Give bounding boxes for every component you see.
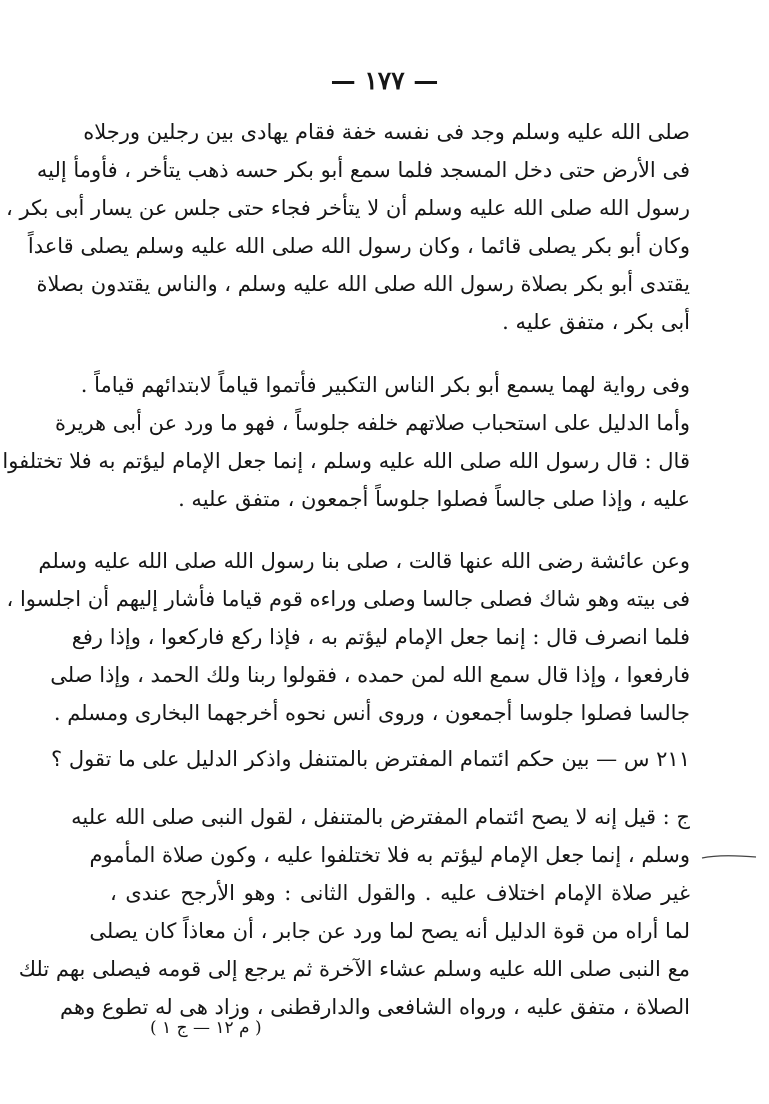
margin-line-mark xyxy=(700,851,758,863)
text-line: يقتدى أبو بكر بصلاة رسول الله صلى الله عليه وسلم ، والناس يقتدون بصلاة xyxy=(36,272,690,296)
text-line: وعن عائشة رضى الله عنها قالت ، صلى بنا رسول الله صلى الله عليه وسلم xyxy=(38,549,690,573)
text-line: صلى الله عليه وسلم وجد فى نفسه خفة فقام يهادى بين رجلين ورجلاه xyxy=(83,120,690,144)
answer-paragraph xyxy=(18,798,690,1026)
text-line: ج : قيل إنه لا يصح ائتمام المفترض بالمتنفل ، لقول النبى صلى الله عليه xyxy=(71,805,690,829)
paragraph-narration-evidence xyxy=(2,366,690,518)
footer-signature: ( م ١٢ — ج ١ ) xyxy=(150,1018,262,1038)
text-line: الصلاة ، متفق عليه ، ورواه الشافعى والدارقطنى ، وزاد هى له تطوع وهم xyxy=(59,995,690,1019)
text-line: وأما الدليل على استحباب صلاتهم خلفه جلوساً ، فهو ما ورد عن أبى هريرة xyxy=(55,411,690,435)
paragraph-hadith-abu-bakr xyxy=(6,113,690,341)
text-line: لما أراه من قوة الدليل أنه يصح لما ورد عن جابر ، أن معاذاً كان يصلى xyxy=(89,919,690,943)
text-line: فى الأرض حتى دخل المسجد فلما سمع أبو بكر حسه ذهب يتأخر ، فأومأ إليه xyxy=(36,158,690,182)
question-heading xyxy=(51,740,690,778)
text-line: عليه ، وإذا صلى جالساً فصلوا جلوساً أجمعون ، متفق عليه . xyxy=(178,487,690,511)
text-line: وفى رواية لهما يسمع أبو بكر الناس التكبير فأتموا قياماً لابتدائهم قياماً . xyxy=(80,373,690,397)
paragraph-hadith-aisha xyxy=(6,542,690,732)
text-line: فارفعوا ، وإذا قال سمع الله لمن حمده ، فقولوا ربنا ولك الحمد ، وإذا صلى xyxy=(50,663,690,687)
text-line: مع النبى صلى الله عليه وسلم عشاء الآخرة ثم يرجع إلى قومه فيصلى بهم تلك xyxy=(18,957,690,981)
text-line: وسلم ، إنما جعل الإمام ليؤتم به فلا تختلفوا عليه ، وكون صلاة المأموم xyxy=(89,843,690,867)
text-line: رسول الله صلى الله عليه وسلم أن لا يتأخر فجاء حتى جلس عن يسار أبى بكر ، xyxy=(6,196,690,220)
question-text: ٢١١ س — بين حكم ائتمام المفترض بالمتنفل واذكر الدليل على ما تقول ؟ xyxy=(51,747,690,771)
text-line: قال : قال رسول الله صلى الله عليه وسلم ، إنما جعل الإمام ليؤتم به فلا تختلفوا xyxy=(2,449,690,473)
text-line: فى بيته وهو شاك فصلى جالسا وصلى وراءه قوم قياما فأشار إليهم أن اجلسوا ، xyxy=(6,587,690,611)
text-line: فلما انصرف قال : إنما جعل الإمام ليؤتم به ، فإذا ركع فاركعوا ، وإذا رفع xyxy=(71,625,690,649)
page-number: — ١٧٧ — xyxy=(330,66,439,95)
text-line: غير صلاة الإمام اختلاف عليه . والقول الثانى : وهو الأرجح عندى ، xyxy=(110,881,690,905)
text-line: وكان أبو بكر يصلى قائما ، وكان رسول الله صلى الله عليه وسلم يصلى قاعداً xyxy=(27,234,690,258)
text-line: أبى بكر ، متفق عليه . xyxy=(502,310,690,334)
text-line: جالسا فصلوا جلوسا أجمعون ، وروى أنس نحوه أخرجهما البخارى ومسلم . xyxy=(53,701,690,725)
